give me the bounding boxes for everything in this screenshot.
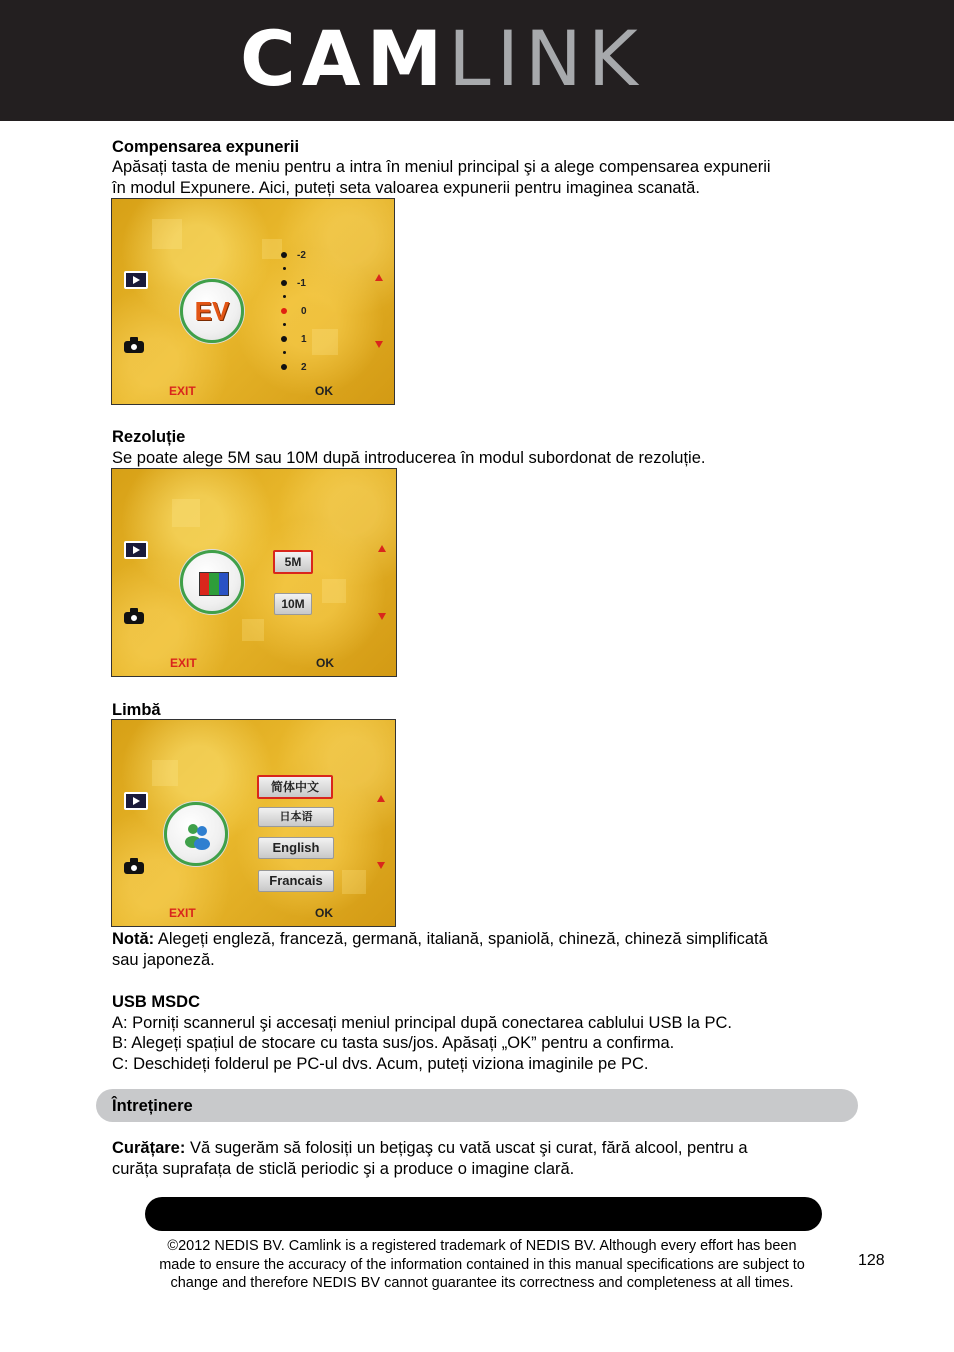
resolution-option-5m[interactable]: 5M <box>273 550 313 574</box>
logo-link: LINK <box>448 14 644 103</box>
camera-icon <box>124 341 144 353</box>
camera-icon <box>124 612 144 624</box>
ev-circle-icon <box>180 279 244 343</box>
header-banner <box>0 0 954 121</box>
ev-dot <box>281 280 287 286</box>
exit-button[interactable]: EXIT <box>169 384 196 398</box>
language-heading: Limbă <box>112 701 161 719</box>
footer-line: change and therefore NEDIS BV cannot guarantee its correctness and completeness at all times. <box>170 1275 794 1291</box>
exposure-text-line1: Apăsați tasta de meniu pentru a intra în meniul principal şi a alege compensarea expunerii <box>112 158 771 176</box>
footer-bar <box>145 1197 822 1231</box>
ev-value[interactable]: 0 <box>301 306 307 317</box>
camlink-logo <box>240 14 644 103</box>
footer-disclaimer <box>120 1237 844 1293</box>
usb-step-b: B: Alegeți spațiul de stocare cu tasta sus/jos. Apăsați „OK” pentru a confirma. <box>112 1034 675 1052</box>
logo-cam: CAM <box>240 14 449 103</box>
ev-value[interactable]: 2 <box>301 362 307 373</box>
ev-dot <box>281 364 287 370</box>
arrow-down-icon[interactable] <box>375 341 383 348</box>
arrow-up-icon[interactable] <box>375 274 383 281</box>
language-option-english[interactable]: English <box>258 837 334 859</box>
footer-line: made to ensure the accuracy of the information contained in this manual specifications are subject to <box>159 1256 805 1273</box>
language-option-chinese[interactable]: 简体中文 <box>257 775 333 799</box>
resolution-heading: Rezoluție <box>112 428 186 446</box>
exit-button[interactable]: EXIT <box>169 906 196 920</box>
page-number: 128 <box>858 1252 885 1269</box>
exit-button[interactable]: EXIT <box>170 656 197 670</box>
ev-icon-label: EV <box>194 296 230 326</box>
language-screen <box>111 719 396 927</box>
language-circle-icon <box>164 802 228 866</box>
playback-icon <box>124 792 148 810</box>
resolution-circle-icon <box>180 550 244 614</box>
resolution-option-10m[interactable]: 10M <box>274 593 312 615</box>
arrow-up-icon[interactable] <box>377 795 385 802</box>
language-note-line2: sau japoneză. <box>112 951 215 969</box>
note-text: Alegeți engleză, franceză, germană, italiană, spaniolă, chineză, chineză simplificată <box>154 930 768 948</box>
exposure-screen <box>111 198 395 405</box>
language-people-icon <box>182 820 212 850</box>
camera-icon <box>124 862 144 874</box>
language-option-japanese[interactable]: 日本语 <box>258 807 334 827</box>
playback-icon <box>124 271 148 289</box>
arrow-down-icon[interactable] <box>377 862 385 869</box>
ok-button[interactable]: OK <box>316 656 334 670</box>
usb-step-a: A: Porniți scannerul şi accesați meniul principal după conectarea cablului USB la PC. <box>112 1014 732 1032</box>
language-option-francais[interactable]: Francais <box>258 870 334 892</box>
resolution-rgb-icon <box>199 572 229 596</box>
language-note-line1 <box>112 929 768 950</box>
cleaning-text: Vă sugerăm să folosiți un bețigaş cu vată uscat şi curat, fără alcool, pentru a <box>185 1139 748 1157</box>
ev-dot <box>281 252 287 258</box>
cleaning-line1 <box>112 1138 748 1159</box>
ev-value[interactable]: -2 <box>297 250 306 261</box>
usb-heading: USB MSDC <box>112 993 201 1011</box>
maintenance-section-bar <box>96 1089 858 1122</box>
exposure-text-line2: în modul Expunere. Aici, puteți seta valoarea expunerii pentru imaginea scanată. <box>112 179 700 197</box>
cleaning-line2: curăța suprafața de sticlă periodic şi a produce o imagine clară. <box>112 1160 575 1178</box>
resolution-text: Se poate alege 5M sau 10M după introducerea în modul subordonat de rezoluție. <box>112 449 706 467</box>
ok-button[interactable]: OK <box>315 906 333 920</box>
exposure-heading: Compensarea expunerii <box>112 138 300 156</box>
maintenance-title: Întreținere <box>112 1097 193 1115</box>
note-label: Notă: <box>112 930 155 948</box>
resolution-screen <box>111 468 397 677</box>
usb-step-c: C: Deschideți folderul pe PC-ul dvs. Acum, puteți viziona imaginile pe PC. <box>112 1055 649 1073</box>
ok-button[interactable]: OK <box>315 384 333 398</box>
ev-value[interactable]: 1 <box>301 334 307 345</box>
arrow-down-icon[interactable] <box>378 613 386 620</box>
footer-line: ©2012 NEDIS BV. Camlink is a registered trademark of NEDIS BV. Although every effort has been <box>167 1238 797 1254</box>
ev-value[interactable]: -1 <box>297 278 306 289</box>
cleaning-label: Curățare: <box>112 1139 186 1157</box>
playback-icon <box>124 541 148 559</box>
ev-dot <box>281 336 287 342</box>
ev-dot-selected <box>281 308 287 314</box>
arrow-up-icon[interactable] <box>378 545 386 552</box>
